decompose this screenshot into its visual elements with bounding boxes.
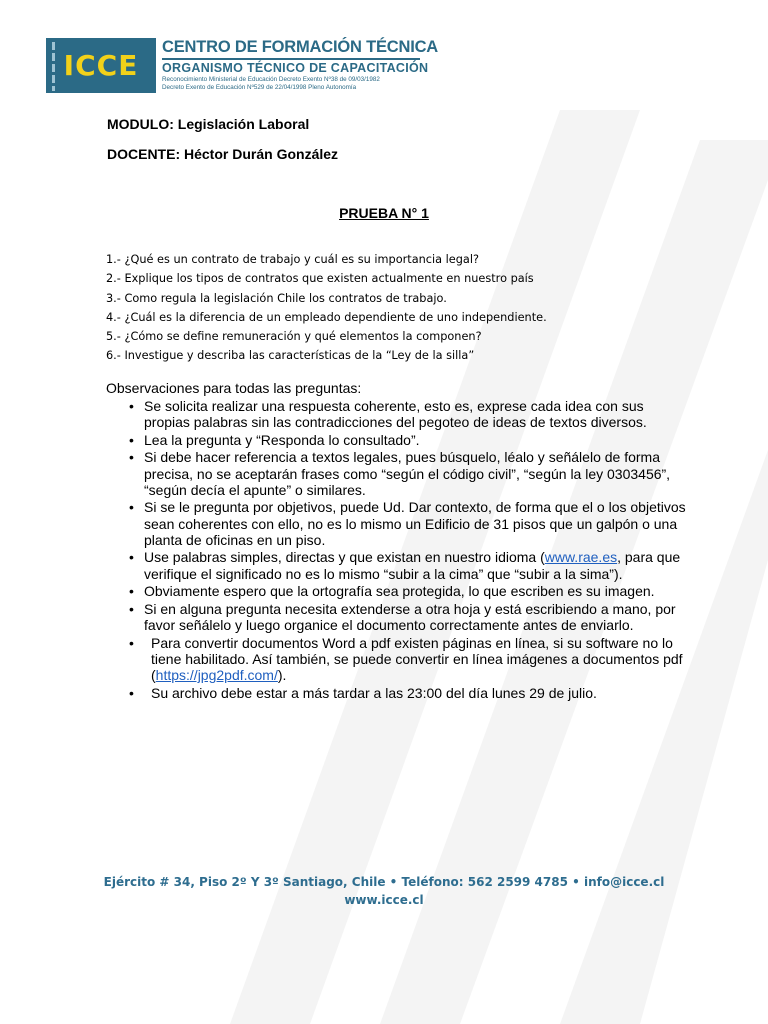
observation-item: • Obviamente espero que la ortografía sea protegida, lo que escriben es su imagen. xyxy=(126,583,686,599)
observation-text: Use palabras simples, directas y que existan en nuestro idioma ( xyxy=(144,549,545,566)
question-item: 3.- Como regula la legislación Chile los contratos de trabajo. xyxy=(106,291,447,305)
observation-text: , para que verifique el significado no es lo mismo “subir a la cima” que “subir a la sima”). xyxy=(144,549,681,582)
footer-website: www.icce.cl xyxy=(344,893,424,907)
modulo-label: MODULO: Legislación Laboral xyxy=(107,116,310,132)
question-item: 5.- ¿Cómo se define remuneración y qué elementos la componen? xyxy=(106,330,482,344)
observation-item: • Su archivo debe estar a más tardar a las 23:00 del día lunes 29 de julio. xyxy=(126,685,686,701)
header-rule xyxy=(162,58,420,60)
institution-subtitle: ORGANISMO TÉCNICO DE CAPACITACIÓN xyxy=(162,61,429,75)
observations-list xyxy=(126,398,686,702)
observation-item: • Lea la pregunta y “Responda lo consultado”. xyxy=(126,432,686,448)
observation-text: Para convertir documentos Word a pdf existen páginas en línea, si su software no lo tiene habilitado. Así también, se puede convertir en línea imágenes a documentos pdf ( xyxy=(151,634,683,683)
decree-line-2: Decreto Exento de Educación Nº529 de 22/04/1998 Pleno Autonomía xyxy=(162,84,357,91)
question-item: 6.- Investigue y describa las características de la “Ley de la silla” xyxy=(106,349,475,363)
decree-line-1: Reconocimiento Ministerial de Educación Decreto Exento Nº38 de 09/03/1982 xyxy=(162,76,380,83)
observation-item xyxy=(126,635,686,684)
question-item: 4.- ¿Cuál es la diferencia de un empleado dependiente de uno independiente. xyxy=(106,310,547,324)
observation-item: • Si debe hacer referencia a textos legales, pues búsquelo, léalo y señálelo de forma precisa, no se aceptarán frases como “según el código civil”, “según la ley 0303456”, “según decía el apunte” o similares. xyxy=(126,449,686,498)
docente-label: DOCENTE: Héctor Durán González xyxy=(107,146,339,162)
observation-item xyxy=(126,549,686,581)
institution-title: CENTRO DE FORMACIÓN TÉCNICA xyxy=(162,38,439,56)
question-item: 2.- Explique los tipos de contratos que existen actualmente en nuestro país xyxy=(106,272,534,286)
icce-logo xyxy=(46,38,156,93)
question-item: 1.- ¿Qué es un contrato de trabajo y cuál es su importancia legal? xyxy=(106,253,479,266)
institution-header xyxy=(46,38,439,93)
jpg2pdf-link[interactable]: https://jpg2pdf.com/ xyxy=(155,666,278,683)
observation-item: • Si se le pregunta por objetivos, puede Ud. Dar contexto, de forma que el o los objetivos sean coherentes con ello, no es lo mismo un Edificio de 31 pisos que un galpón o una planta de oficinas en un piso. xyxy=(126,499,686,548)
observation-item: • Se solicita realizar una respuesta coherente, esto es, exprese cada idea con sus propias palabras sin las contradicciones del pegoteo de ideas de textos diversos. xyxy=(126,398,686,430)
footer-address: Ejército # 34, Piso 2º Y 3º Santiago, Chile • Teléfono: 562 2599 4785 • info@icce.cl xyxy=(103,875,665,889)
observations-heading: Observaciones para todas las preguntas: xyxy=(106,380,362,396)
test-title: PRUEBA N° 1 xyxy=(339,205,429,221)
logo-text: ICCE xyxy=(63,49,139,82)
question-list xyxy=(106,250,547,366)
rae-link[interactable]: www.rae.es xyxy=(544,549,618,566)
observation-item: • Si en alguna pregunta necesita extenderse a otra hoja y está escribiendo a mano, por favor señálelo y luego organice el documento correctamente antes de enviarlo. xyxy=(126,601,686,633)
observation-text: ). xyxy=(277,666,287,683)
